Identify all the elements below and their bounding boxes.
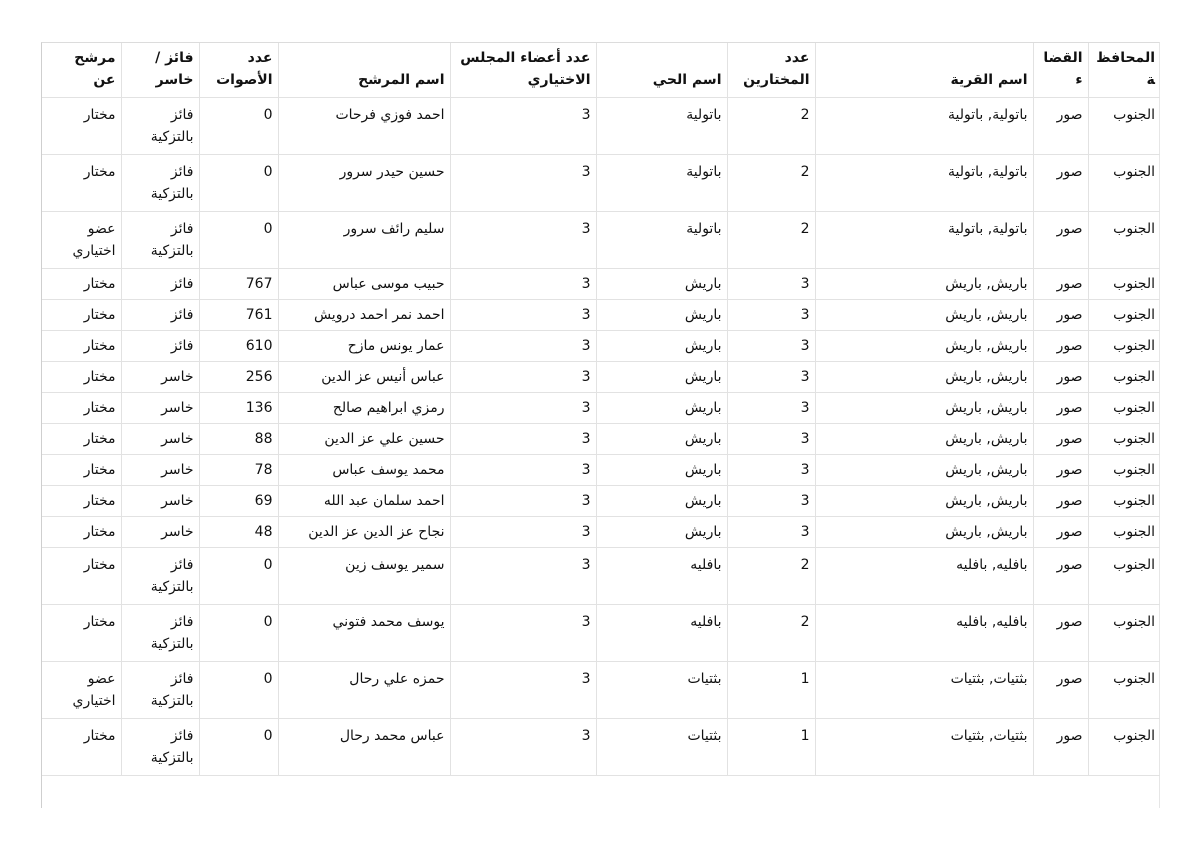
governorate-cell: الجنوب — [1088, 98, 1160, 155]
win-lose-cell: فائز بالتزكية — [121, 662, 199, 719]
candidate-name-cell: سمير يوسف زين — [278, 548, 450, 605]
table-row — [42, 719, 1160, 776]
votes-count-cell: 0 — [199, 719, 278, 776]
council-members-count-cell: 3 — [450, 548, 596, 605]
mukhtar-count-cell: 3 — [727, 393, 815, 424]
votes-count-cell: 69 — [199, 486, 278, 517]
village-name-cell: باريش, باريش — [815, 517, 1033, 548]
table-row — [42, 212, 1160, 269]
table-row — [42, 517, 1160, 548]
table-row — [42, 605, 1160, 662]
candidate-for-cell: مختار — [42, 719, 121, 776]
candidate-for-cell: مختار — [42, 98, 121, 155]
document-page — [41, 42, 1160, 808]
district-cell: صور — [1033, 486, 1088, 517]
candidate-for-cell: مختار — [42, 424, 121, 455]
neighborhood-name-cell: بثتيات — [596, 662, 727, 719]
neighborhood-name-cell: باريش — [596, 424, 727, 455]
header-governorate: المحافظة — [1088, 43, 1160, 98]
candidate-name-cell: حمزه علي رحال — [278, 662, 450, 719]
council-members-count-cell: 3 — [450, 155, 596, 212]
neighborhood-name-cell: بافليه — [596, 605, 727, 662]
council-members-count-cell: 3 — [450, 393, 596, 424]
mukhtar-count-cell: 1 — [727, 719, 815, 776]
village-name-cell: باريش, باريش — [815, 455, 1033, 486]
header-votes-count: عدد الأصوات — [199, 43, 278, 98]
candidate-for-cell: مختار — [42, 455, 121, 486]
council-members-count-cell: 3 — [450, 517, 596, 548]
candidate-name-cell: حسين حيدر سرور — [278, 155, 450, 212]
win-lose-cell: فائز بالتزكية — [121, 212, 199, 269]
village-name-cell: باريش, باريش — [815, 300, 1033, 331]
header-mukhtar-count: عدد المختارين — [727, 43, 815, 98]
mukhtar-count-cell: 3 — [727, 269, 815, 300]
mukhtar-count-cell: 3 — [727, 486, 815, 517]
header-win-lose: فائز / خاسر — [121, 43, 199, 98]
village-name-cell: باتولية, باتولية — [815, 155, 1033, 212]
neighborhood-name-cell: باريش — [596, 486, 727, 517]
candidate-for-cell: مختار — [42, 300, 121, 331]
village-name-cell: بافليه, بافليه — [815, 605, 1033, 662]
votes-count-cell: 256 — [199, 362, 278, 393]
mukhtar-count-cell: 3 — [727, 362, 815, 393]
council-members-count-cell: 3 — [450, 212, 596, 269]
neighborhood-name-cell: باريش — [596, 393, 727, 424]
district-cell: صور — [1033, 424, 1088, 455]
candidate-name-cell: حبيب موسى عباس — [278, 269, 450, 300]
district-cell: صور — [1033, 212, 1088, 269]
header-district: القضاء — [1033, 43, 1088, 98]
candidate-name-cell: احمد فوزي فرحات — [278, 98, 450, 155]
village-name-cell: باريش, باريش — [815, 269, 1033, 300]
win-lose-cell: فائز بالتزكية — [121, 719, 199, 776]
governorate-cell: الجنوب — [1088, 155, 1160, 212]
mukhtar-count-cell: 3 — [727, 455, 815, 486]
candidate-name-cell: محمد يوسف عباس — [278, 455, 450, 486]
win-lose-cell: فائز بالتزكية — [121, 98, 199, 155]
table-row — [42, 155, 1160, 212]
governorate-cell: الجنوب — [1088, 548, 1160, 605]
district-cell: صور — [1033, 98, 1088, 155]
neighborhood-name-cell: باريش — [596, 362, 727, 393]
win-lose-cell: خاسر — [121, 362, 199, 393]
table-row — [42, 662, 1160, 719]
votes-count-cell: 767 — [199, 269, 278, 300]
candidate-for-cell: مختار — [42, 331, 121, 362]
candidate-name-cell: نجاح عز الدين عز الدين — [278, 517, 450, 548]
table-row — [42, 300, 1160, 331]
win-lose-cell: فائز بالتزكية — [121, 155, 199, 212]
candidate-for-cell: مختار — [42, 269, 121, 300]
governorate-cell: الجنوب — [1088, 662, 1160, 719]
win-lose-cell: فائز — [121, 331, 199, 362]
district-cell: صور — [1033, 155, 1088, 212]
votes-count-cell: 78 — [199, 455, 278, 486]
village-name-cell: باريش, باريش — [815, 486, 1033, 517]
header-village-name: اسم القرية — [815, 43, 1033, 98]
votes-count-cell: 0 — [199, 548, 278, 605]
table-row — [42, 269, 1160, 300]
table-row — [42, 98, 1160, 155]
governorate-cell: الجنوب — [1088, 300, 1160, 331]
win-lose-cell: فائز — [121, 300, 199, 331]
governorate-cell: الجنوب — [1088, 719, 1160, 776]
neighborhood-name-cell: بافليه — [596, 548, 727, 605]
governorate-cell: الجنوب — [1088, 517, 1160, 548]
mukhtar-count-cell: 2 — [727, 98, 815, 155]
candidate-name-cell: احمد سلمان عبد الله — [278, 486, 450, 517]
governorate-cell: الجنوب — [1088, 455, 1160, 486]
neighborhood-name-cell: باريش — [596, 517, 727, 548]
neighborhood-name-cell: باتولية — [596, 212, 727, 269]
win-lose-cell: خاسر — [121, 455, 199, 486]
election-results-table — [42, 43, 1160, 776]
table-body — [42, 98, 1160, 776]
candidate-for-cell: عضو اختياري — [42, 662, 121, 719]
district-cell: صور — [1033, 719, 1088, 776]
village-name-cell: باريش, باريش — [815, 424, 1033, 455]
district-cell: صور — [1033, 362, 1088, 393]
candidate-for-cell: مختار — [42, 155, 121, 212]
votes-count-cell: 0 — [199, 155, 278, 212]
mukhtar-count-cell: 3 — [727, 517, 815, 548]
council-members-count-cell: 3 — [450, 331, 596, 362]
win-lose-cell: فائز بالتزكية — [121, 605, 199, 662]
village-name-cell: بافليه, بافليه — [815, 548, 1033, 605]
header-neighborhood-name: اسم الحي — [596, 43, 727, 98]
governorate-cell: الجنوب — [1088, 269, 1160, 300]
candidate-name-cell: عباس أنيس عز الدين — [278, 362, 450, 393]
win-lose-cell: خاسر — [121, 424, 199, 455]
votes-count-cell: 88 — [199, 424, 278, 455]
district-cell: صور — [1033, 331, 1088, 362]
governorate-cell: الجنوب — [1088, 331, 1160, 362]
neighborhood-name-cell: باتولية — [596, 98, 727, 155]
win-lose-cell: خاسر — [121, 486, 199, 517]
district-cell: صور — [1033, 300, 1088, 331]
candidate-name-cell: حسين علي عز الدين — [278, 424, 450, 455]
votes-count-cell: 0 — [199, 98, 278, 155]
mukhtar-count-cell: 2 — [727, 212, 815, 269]
win-lose-cell: خاسر — [121, 393, 199, 424]
votes-count-cell: 136 — [199, 393, 278, 424]
candidate-name-cell: يوسف محمد فتوني — [278, 605, 450, 662]
win-lose-cell: خاسر — [121, 517, 199, 548]
candidate-for-cell: مختار — [42, 548, 121, 605]
governorate-cell: الجنوب — [1088, 424, 1160, 455]
votes-count-cell: 610 — [199, 331, 278, 362]
council-members-count-cell: 3 — [450, 719, 596, 776]
table-row — [42, 362, 1160, 393]
village-name-cell: بثتيات, بثتيات — [815, 719, 1033, 776]
votes-count-cell: 761 — [199, 300, 278, 331]
village-name-cell: باريش, باريش — [815, 331, 1033, 362]
council-members-count-cell: 3 — [450, 300, 596, 331]
mukhtar-count-cell: 2 — [727, 548, 815, 605]
candidate-for-cell: مختار — [42, 517, 121, 548]
candidate-for-cell: عضو اختياري — [42, 212, 121, 269]
district-cell: صور — [1033, 605, 1088, 662]
neighborhood-name-cell: باتولية — [596, 155, 727, 212]
win-lose-cell: فائز بالتزكية — [121, 548, 199, 605]
mukhtar-count-cell: 3 — [727, 331, 815, 362]
governorate-cell: الجنوب — [1088, 486, 1160, 517]
table-row — [42, 424, 1160, 455]
district-cell: صور — [1033, 455, 1088, 486]
district-cell: صور — [1033, 548, 1088, 605]
governorate-cell: الجنوب — [1088, 212, 1160, 269]
votes-count-cell: 48 — [199, 517, 278, 548]
mukhtar-count-cell: 3 — [727, 424, 815, 455]
votes-count-cell: 0 — [199, 212, 278, 269]
district-cell: صور — [1033, 269, 1088, 300]
village-name-cell: باتولية, باتولية — [815, 98, 1033, 155]
district-cell: صور — [1033, 517, 1088, 548]
candidate-name-cell: سليم رائف سرور — [278, 212, 450, 269]
mukhtar-count-cell: 2 — [727, 605, 815, 662]
governorate-cell: الجنوب — [1088, 393, 1160, 424]
candidate-for-cell: مختار — [42, 393, 121, 424]
table-row — [42, 455, 1160, 486]
neighborhood-name-cell: باريش — [596, 455, 727, 486]
council-members-count-cell: 3 — [450, 455, 596, 486]
header-candidate-name: اسم المرشح — [278, 43, 450, 98]
header-candidate-for: مرشح عن — [42, 43, 121, 98]
table-row — [42, 393, 1160, 424]
candidate-name-cell: عباس محمد رحال — [278, 719, 450, 776]
governorate-cell: الجنوب — [1088, 605, 1160, 662]
council-members-count-cell: 3 — [450, 424, 596, 455]
council-members-count-cell: 3 — [450, 269, 596, 300]
votes-count-cell: 0 — [199, 662, 278, 719]
neighborhood-name-cell: باريش — [596, 331, 727, 362]
district-cell: صور — [1033, 393, 1088, 424]
council-members-count-cell: 3 — [450, 662, 596, 719]
neighborhood-name-cell: باريش — [596, 269, 727, 300]
village-name-cell: باريش, باريش — [815, 362, 1033, 393]
council-members-count-cell: 3 — [450, 362, 596, 393]
village-name-cell: باريش, باريش — [815, 393, 1033, 424]
neighborhood-name-cell: باريش — [596, 300, 727, 331]
candidate-for-cell: مختار — [42, 605, 121, 662]
village-name-cell: بثتيات, بثتيات — [815, 662, 1033, 719]
candidate-name-cell: رمزي ابراهيم صالح — [278, 393, 450, 424]
mukhtar-count-cell: 1 — [727, 662, 815, 719]
win-lose-cell: فائز — [121, 269, 199, 300]
table-row — [42, 331, 1160, 362]
mukhtar-count-cell: 3 — [727, 300, 815, 331]
table-header-row — [42, 43, 1160, 98]
header-council-members-count: عدد أعضاء المجلس الاختياري — [450, 43, 596, 98]
council-members-count-cell: 3 — [450, 486, 596, 517]
candidate-for-cell: مختار — [42, 486, 121, 517]
table-row — [42, 486, 1160, 517]
candidate-name-cell: احمد نمر احمد درويش — [278, 300, 450, 331]
council-members-count-cell: 3 — [450, 605, 596, 662]
village-name-cell: باتولية, باتولية — [815, 212, 1033, 269]
governorate-cell: الجنوب — [1088, 362, 1160, 393]
mukhtar-count-cell: 2 — [727, 155, 815, 212]
candidate-name-cell: عمار يونس مازح — [278, 331, 450, 362]
council-members-count-cell: 3 — [450, 98, 596, 155]
votes-count-cell: 0 — [199, 605, 278, 662]
table-row — [42, 548, 1160, 605]
candidate-for-cell: مختار — [42, 362, 121, 393]
neighborhood-name-cell: بثتيات — [596, 719, 727, 776]
district-cell: صور — [1033, 662, 1088, 719]
